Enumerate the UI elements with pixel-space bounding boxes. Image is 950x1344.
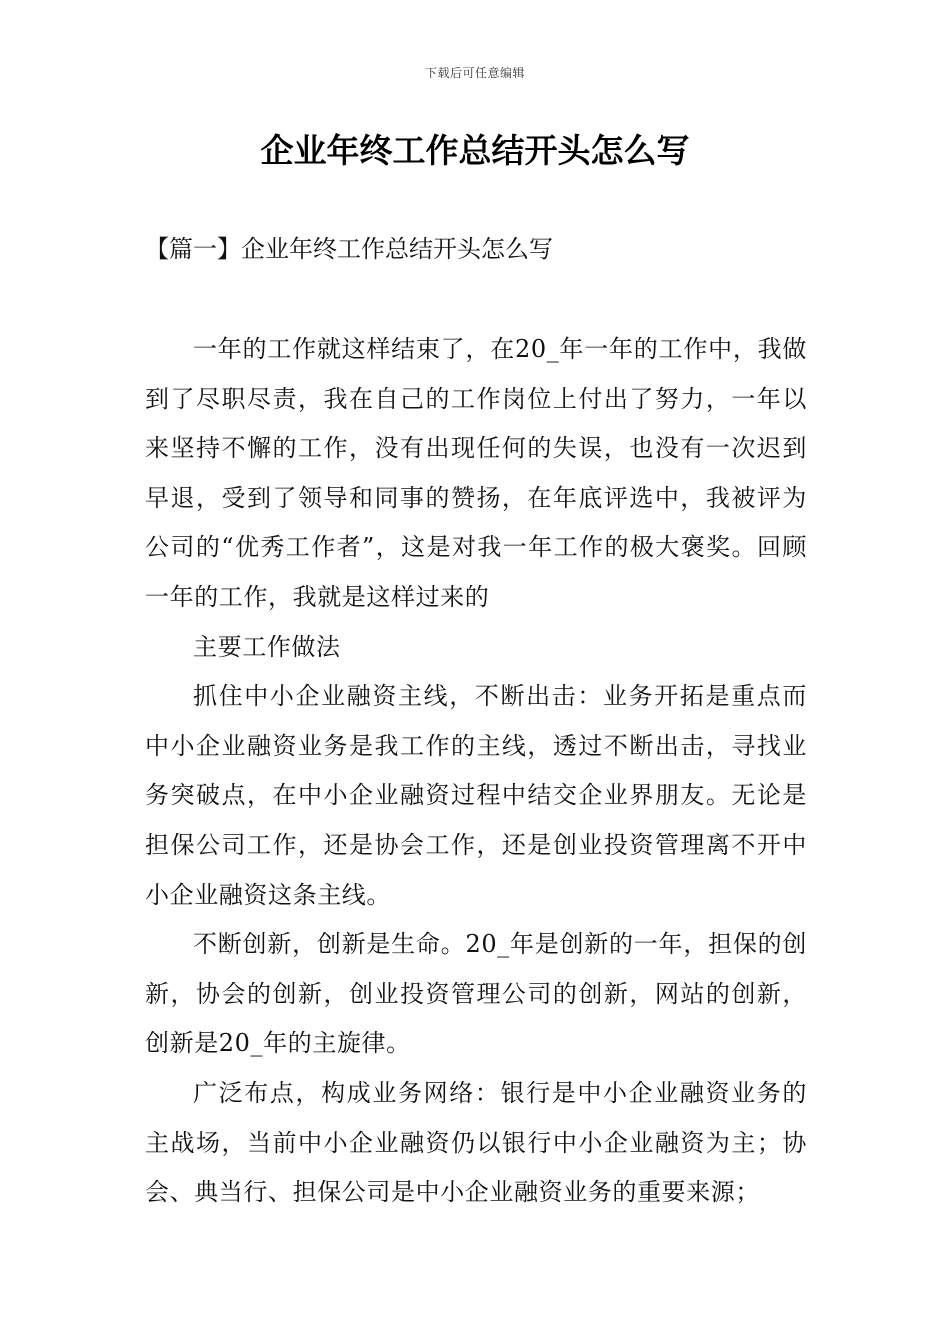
section-heading: 【篇一】企业年终工作总结开头怎么写 — [145, 235, 553, 263]
body-paragraph: 抓住中小企业融资主线，不断出击：业务开拓是重点而中小企业融资业务是我工作的主线，透过不断出击，寻找业务突破点，在中小企业融资过程中结交企业界朋友。无论是担保公司工作，还是协会工作，还是创业投资管理离不开中小企业融资这条主线。 — [145, 682, 807, 909]
body-paragraph: 一年的工作就这样结束了，在20_年一年的工作中，我做到了尽职尽责，我在自己的工作岗位上付出了努力，一年以来坚持不懈的工作，没有出现任何的失误，也没有一次迟到早退，受到了领导和同事的赞扬，在年底评选中，我被评为公司的“优秀工作者”，这是对我一年工作的极大褒奖。回顾一年的工作，我就是这样过来的 — [145, 335, 807, 611]
document-title: 企业年终工作总结开头怎么写 — [260, 131, 690, 170]
subheading-paragraph: 主要工作做法 — [193, 632, 341, 661]
body-paragraph: 广泛布点，构成业务网络：银行是中小企业融资业务的主战场，当前中小企业融资仍以银行中小企业融资为主；协会、典当行、担保公司是中小企业融资业务的重要来源； — [145, 1078, 807, 1207]
header-note: 下载后可任意编辑 — [424, 66, 525, 80]
body-paragraph: 不断创新，创新是生命。20_年是创新的一年，担保的创新，协会的创新，创业投资管理公司的创新，网站的创新，创新是20_年的主旋律。 — [145, 930, 807, 1058]
document-body — [145, 325, 807, 1218]
